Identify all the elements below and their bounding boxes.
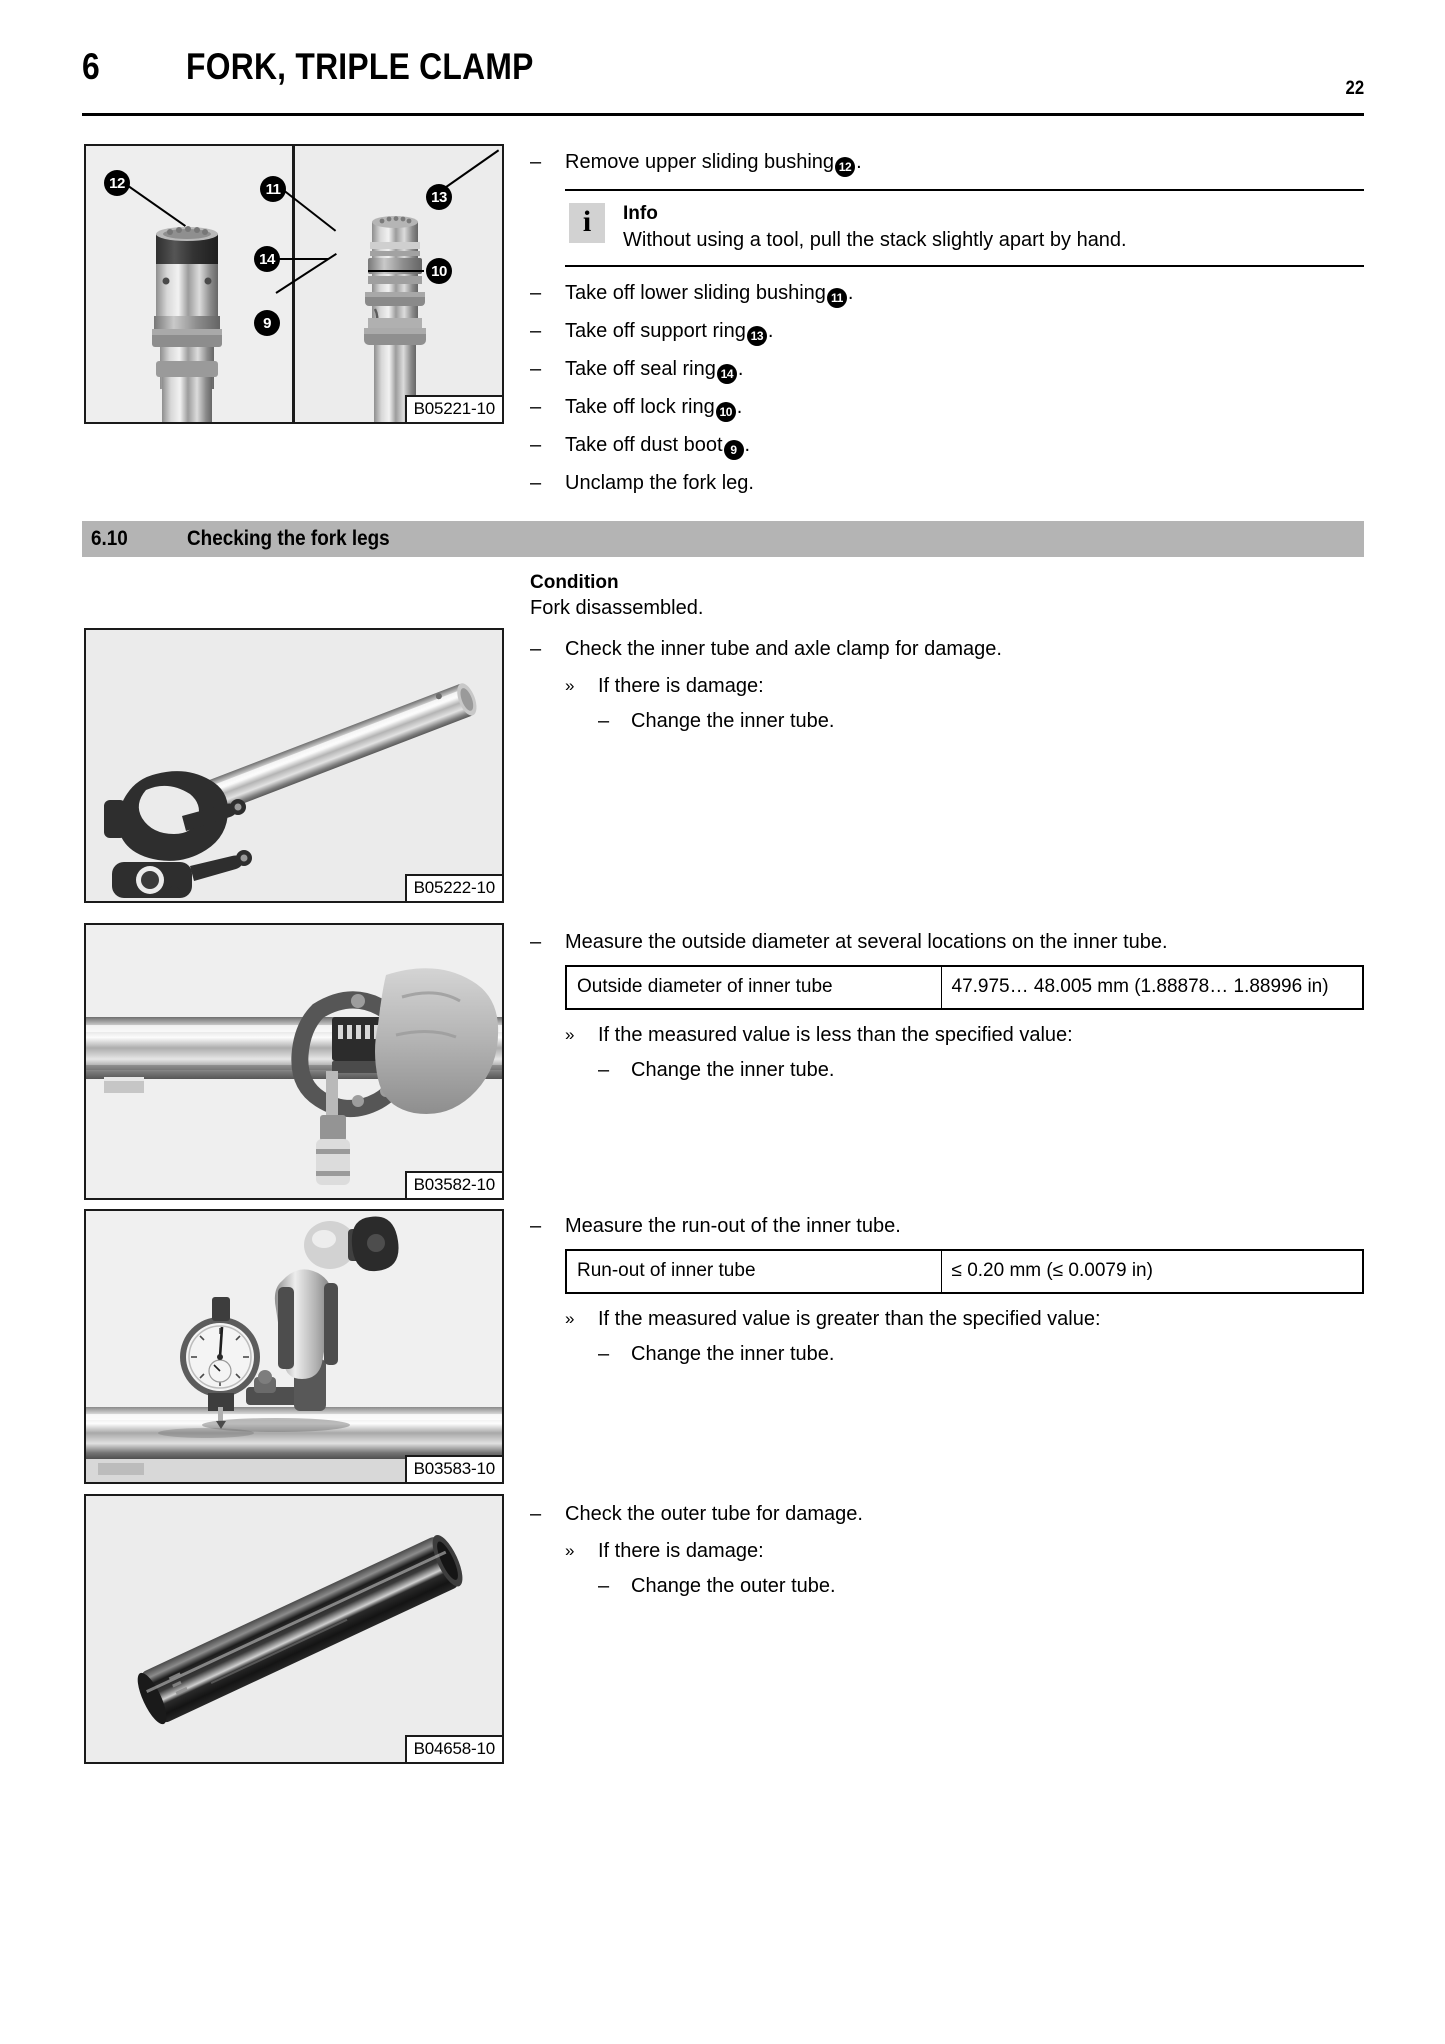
bullet-guillemet: »: [565, 1541, 575, 1560]
info-icon-glyph: i: [582, 205, 592, 238]
step-text-pre: Take off dust boot: [565, 434, 723, 456]
spec-table-outside-diameter: [565, 965, 1364, 1010]
step-text: [565, 151, 862, 173]
leader-line-14: [278, 258, 328, 260]
info-icon: [569, 203, 605, 243]
inline-callout-13: 13: [747, 326, 767, 346]
step-check-inner-tube: [530, 635, 1364, 663]
bullet-dash: –: [530, 638, 542, 660]
condition-block: [530, 570, 1364, 741]
figure-fork-bushings: [84, 144, 504, 424]
bullet-dash: –: [530, 151, 542, 173]
substep-if-less-than-spec: [565, 1021, 1364, 1049]
step-dust-boot: [530, 431, 1364, 460]
bullet-guillemet: »: [565, 1025, 575, 1044]
step-lock-ring: [530, 393, 1364, 422]
inline-callout-9: 9: [724, 440, 744, 460]
spec-value: ≤ 0.20 mm (≤ 0.0079 in): [941, 1250, 1363, 1293]
step-text-post: .: [737, 358, 744, 380]
figure-image-5: [86, 1496, 502, 1762]
action-change-inner-tube-2: [598, 1056, 1364, 1084]
callout-badge-11: 11: [260, 176, 286, 202]
step-text: Unclamp the fork leg.: [565, 472, 754, 494]
condition-label: Condition: [530, 572, 619, 593]
measure-diameter-block: [530, 928, 1364, 1090]
step-text-post: .: [744, 434, 751, 456]
check-outer-tube-block: [530, 1500, 1364, 1606]
figure-caption-4: B03583-10: [405, 1455, 502, 1482]
step-text: [565, 320, 773, 342]
step-text: Check the outer tube for damage.: [565, 1503, 863, 1525]
substep-text: If there is damage:: [598, 675, 764, 697]
substep-text: If the measured value is greater than the specified value:: [598, 1308, 1101, 1330]
action-change-outer-tube: [598, 1572, 1364, 1600]
bullet-dash: –: [530, 434, 542, 456]
action-change-inner-tube: [598, 707, 1364, 735]
step-lower-sliding-bushing: [530, 279, 1364, 308]
step-text-post: .: [856, 151, 862, 173]
bullet-dash: –: [530, 396, 542, 418]
step-text-pre: Remove upper sliding bushing: [565, 151, 835, 173]
action-text: Change the outer tube.: [631, 1575, 836, 1597]
step-text-post: .: [736, 396, 743, 418]
step-support-ring: [530, 317, 1364, 346]
step-seal-ring: [530, 355, 1364, 384]
info-box: [565, 189, 1364, 267]
bullet-dash: –: [530, 282, 542, 304]
step-text: Measure the outside diameter at several locations on the inner tube.: [565, 931, 1168, 953]
step-text-pre: Take off seal ring: [565, 358, 716, 380]
bullet-dash: –: [598, 1059, 610, 1081]
bullet-dash: –: [530, 931, 542, 953]
header-divider: [82, 113, 1364, 116]
bullet-dash: –: [530, 320, 542, 342]
figure-micrometer: [84, 923, 504, 1200]
substep-if-damage: [565, 672, 1364, 700]
step-text-pre: Take off lower sliding bushing: [565, 282, 826, 304]
action-text: Change the inner tube.: [631, 1343, 835, 1365]
section-number: 6.10: [91, 527, 128, 550]
bullet-dash: –: [530, 1215, 542, 1237]
step-text: [565, 282, 853, 304]
callout-badge-13: 13: [426, 184, 452, 210]
section-title: Checking the fork legs: [187, 527, 390, 550]
section-heading-bar: [82, 521, 1364, 557]
page-number: 22: [1345, 78, 1364, 99]
top-steps: [530, 148, 1364, 506]
leader-line-10: [368, 270, 424, 272]
step-text: [565, 396, 742, 418]
bullet-dash: –: [530, 358, 542, 380]
figure-caption-2: B05222-10: [405, 874, 502, 901]
step-text-pre: Take off support ring: [565, 320, 746, 342]
step-text: [565, 358, 743, 380]
step-measure-outside-diameter: [530, 928, 1364, 956]
chapter-number: 6: [82, 46, 100, 87]
condition-text: Fork disassembled.: [530, 597, 704, 619]
figure-dial-indicator: [84, 1209, 504, 1484]
substep-text: If the measured value is less than the specified value:: [598, 1024, 1073, 1046]
figure-caption-1: B05221-10: [405, 395, 502, 422]
callout-badge-10: 10: [426, 258, 452, 284]
spec-table-runout: [565, 1249, 1364, 1294]
bullet-dash: –: [530, 472, 542, 494]
step-text-post: .: [847, 282, 854, 304]
substep-text: If there is damage:: [598, 1540, 764, 1562]
info-title: Info: [623, 203, 658, 224]
callout-badge-14: 14: [254, 246, 280, 272]
inline-callout-11: 11: [827, 288, 847, 308]
info-text: Without using a tool, pull the stack slightly apart by hand.: [623, 229, 1127, 251]
table-row: [566, 1250, 1363, 1293]
bullet-guillemet: »: [565, 1309, 575, 1328]
info-body: [623, 202, 1364, 253]
table-row: [566, 966, 1363, 1009]
figure-inner-tube: [84, 628, 504, 903]
action-change-inner-tube-3: [598, 1340, 1364, 1368]
inline-callout-10: 10: [716, 402, 736, 422]
step-unclamp-fork-leg: [530, 469, 1364, 497]
figure-outer-tube: [84, 1494, 504, 1764]
step-text: Measure the run-out of the inner tube.: [565, 1215, 901, 1237]
figure-caption-3: B03582-10: [405, 1171, 502, 1198]
step-measure-runout: [530, 1212, 1364, 1240]
substep-if-damage-outer: [565, 1537, 1364, 1565]
figure-caption-5: B04658-10: [405, 1735, 502, 1762]
inline-callout-14: 14: [717, 364, 737, 384]
figure-image-3: [86, 925, 502, 1198]
bullet-dash: –: [598, 1343, 610, 1365]
callout-badge-9: 9: [254, 310, 280, 336]
bullet-dash: –: [598, 710, 610, 732]
action-text: Change the inner tube.: [631, 710, 835, 732]
step-remove-upper-bushing: [530, 148, 1364, 177]
page-title: FORK, TRIPLE CLAMP: [186, 46, 534, 87]
bullet-guillemet: »: [565, 676, 575, 695]
page-header: [82, 40, 1364, 102]
spec-value: 47.975… 48.005 mm (1.88878… 1.88996 in): [941, 966, 1363, 1009]
spec-key: Outside diameter of inner tube: [566, 966, 941, 1009]
measure-runout-block: [530, 1212, 1364, 1374]
step-text: [565, 434, 750, 456]
spec-key: Run-out of inner tube: [566, 1250, 941, 1293]
figure-image-2: [86, 630, 502, 901]
callout-badge-12: 12: [104, 170, 130, 196]
inline-callout-12: 12: [835, 157, 855, 177]
step-text-pre: Take off lock ring: [565, 396, 715, 418]
step-check-outer-tube: [530, 1500, 1364, 1528]
figure-image-4: [86, 1211, 502, 1482]
action-text: Change the inner tube.: [631, 1059, 835, 1081]
bullet-dash: –: [530, 1503, 542, 1525]
step-text-post: .: [767, 320, 774, 342]
bullet-dash: –: [598, 1575, 610, 1597]
step-text: Check the inner tube and axle clamp for damage.: [565, 638, 1002, 660]
substep-if-greater-than-spec: [565, 1305, 1364, 1333]
